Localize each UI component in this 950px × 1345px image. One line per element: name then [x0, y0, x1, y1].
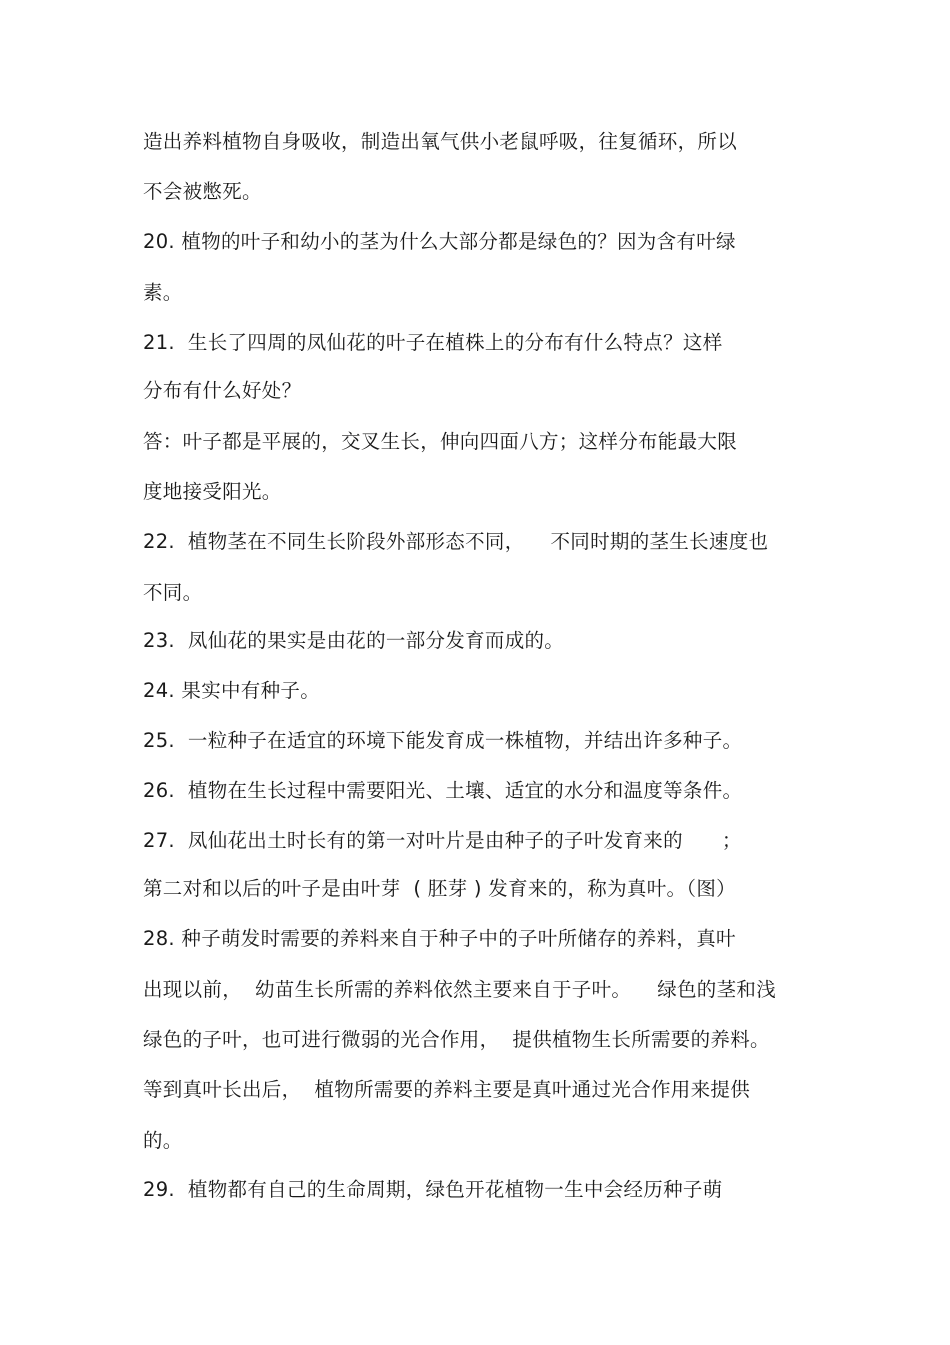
text-line: 第二对和以后的叶子是由叶芽 ( 胚芽 ) 发育来的，称为真叶。（图）	[143, 877, 736, 900]
text-line: 答：叶子都是平展的，交叉生长，伸向四面八方；这样分布能最大限	[143, 430, 738, 453]
text-line: 28. 种子萌发时需要的养料来自于种子中的子叶所储存的养料，真叶	[143, 927, 736, 950]
text-line: 等到真叶长出后， 植物所需要的养料主要是真叶通过光合作用来提供	[143, 1078, 750, 1101]
text-line: 22. 植物茎在不同生长阶段外部形态不同， 不同时期的茎生长速度也	[143, 530, 769, 553]
text-line: 24. 果实中有种子。	[143, 679, 321, 702]
text-line: 29. 植物都有自己的生命周期，绿色开花植物一生中会经历种子萌	[143, 1178, 723, 1201]
text-line: 的。	[143, 1129, 183, 1152]
text-line: 23. 凤仙花的果实是由花的一部分发育而成的。	[143, 629, 565, 652]
text-line: 25. 一粒种子在适宜的环境下能发育成一株植物，并结出许多种子。	[143, 729, 743, 752]
text-line: 不会被憋死。	[143, 180, 262, 203]
text-line: 绿色的子叶，也可进行微弱的光合作用， 提供植物生长所需要的养料。	[143, 1028, 770, 1051]
text-line: 度地接受阳光。	[143, 480, 282, 503]
text-line: 不同。	[143, 581, 203, 604]
text-line: 造出养料植物自身吸收，制造出氧气供小老鼠呼吸，往复循环，所以	[143, 130, 738, 153]
text-line: 20. 植物的叶子和幼小的茎为什么大部分都是绿色的？因为含有叶绿	[143, 230, 736, 253]
text-line: 素。	[143, 281, 183, 304]
text-line: 出现以前， 幼苗生长所需的养料依然主要来自于子叶。 绿色的茎和浅	[143, 978, 776, 1001]
text-line: 21. 生长了四周的凤仙花的叶子在植株上的分布有什么特点？这样	[143, 331, 723, 354]
text-line: 27. 凤仙花出土时长有的第一对叶片是由种子的子叶发育来的 ；	[143, 829, 742, 852]
text-line: 26. 植物在生长过程中需要阳光、土壤、适宜的水分和温度等条件。	[143, 779, 743, 802]
text-line: 分布有什么好处？	[143, 379, 302, 402]
